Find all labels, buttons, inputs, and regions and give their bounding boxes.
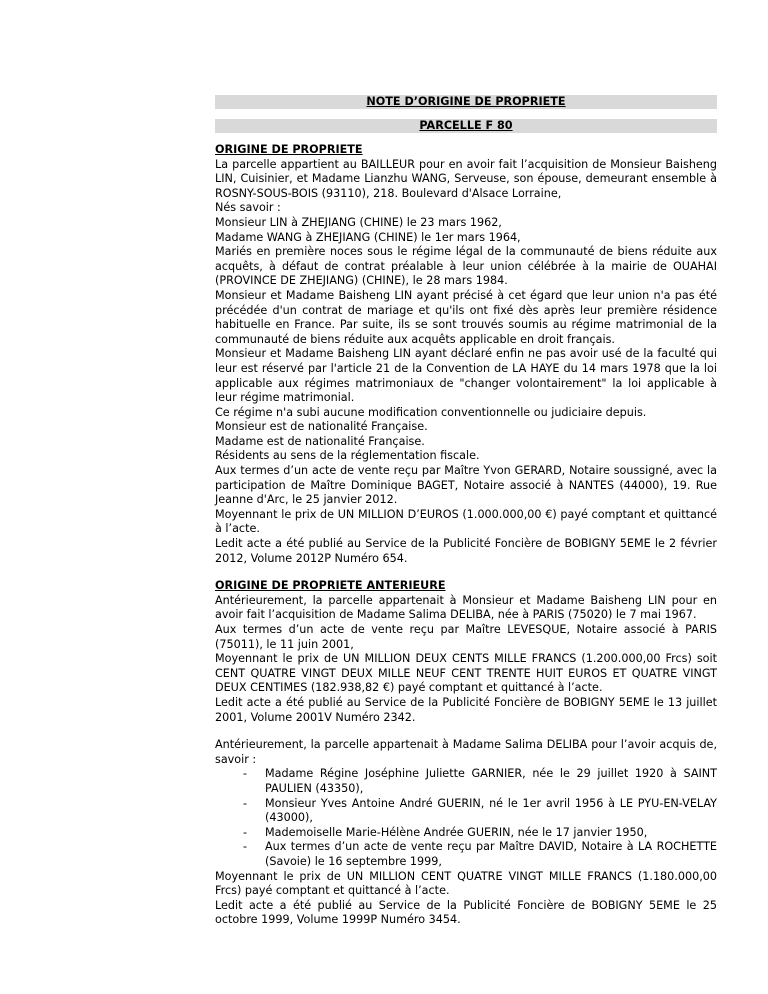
paragraph: Monsieur et Madame Baisheng LIN ayant précisé à cet égard que leur union n'a pas été précédée d'un contrat de mariage et qu'ils ont fixé dès après leur première résidence habituelle en France. Par suite, ils se sont trouvés soumis au régime matrimonial de la communauté de biens réduite aux acquêts applicable en droit français. <box>215 288 717 346</box>
dash-marker: - <box>243 796 248 810</box>
list-item <box>215 797 717 826</box>
list-item-text: Monsieur Yves Antoine André GUERIN, né le 1er avril 1956 à LE PYU-EN-VELAY (43000), <box>265 796 717 825</box>
paragraph: Monsieur et Madame Baisheng LIN ayant déclaré enfin ne pas avoir usé de la faculté qui leur est réservé par l'article 21 de la Convention de LA HAYE du 14 mars 1978 que la loi applicable aux régimes matrimoniaux de "changer volontairement" la loi applicable à leur régime matrimonial. <box>215 347 717 405</box>
paragraph: Antérieurement, la parcelle appartenait à Madame Salima DELIBA pour l’avoir acquis de, savoir : <box>215 738 717 766</box>
paragraph: Aux termes d’un acte de vente reçu par Maître Yvon GERARD, Notaire soussigné, avec la participation de Maître Dominique BAGET, Notaire associé à NANTES (44000), 19. Rue Jeanne d'Arc, le 25 janvier 2012. <box>215 464 717 507</box>
paragraph: Résidents au sens de la réglementation fiscale. <box>215 449 480 463</box>
dash-marker: - <box>243 825 248 839</box>
document-title: NOTE D’ORIGINE DE PROPRIETE <box>215 95 717 109</box>
paragraph: Ledit acte a été publié au Service de la Publicité Foncière de BOBIGNY 5EME le 25 octobre 1999, Volume 1999P Numéro 3454. <box>215 898 717 927</box>
paragraph: Madame est de nationalité Française. <box>215 434 425 448</box>
paragraph: Monsieur LIN à ZHEJIANG (CHINE) le 23 mars 1962, <box>215 215 502 229</box>
paragraph: Madame WANG à ZHEJIANG (CHINE) le 1er mars 1964, <box>215 230 521 244</box>
paragraph: Moyennant le prix de UN MILLION DEUX CENTS MILLE FRANCS (1.200.000,00 Frcs) soit CENT QUATRE VINGT DEUX MILLE NEUF CENT TRENTE HUIT EUROS ET QUATRE VINGT DEUX CENTIMES (182.938,82 €) payé comptant et quittancé à l’acte. <box>215 652 717 695</box>
seller-list <box>215 767 717 869</box>
paragraph: La parcelle appartient au BAILLEUR pour en avoir fait l’acquisition de Monsieur Baisheng LIN, Cuisinier, et Madame Lianzhu WANG, Serveuse, son épouse, demeurant ensemble à ROSNY-SOUS-BOIS (93110), 218. Boulevard d'Alsace Lorraine, <box>215 157 717 200</box>
paragraph: Moyennant le prix de UN MILLION CENT QUATRE VINGT MILLE FRANCS (1.180.000,00 Frcs) payé comptant et quittancé à l’acte. <box>215 869 717 898</box>
dash-marker: - <box>243 767 248 781</box>
paragraph: Ledit acte a été publié au Service de la Publicité Foncière de BOBIGNY 5EME le 2 février 2012, Volume 2012P Numéro 654. <box>215 537 717 565</box>
list-item <box>215 840 717 869</box>
paragraph: Mariés en première noces sous le régime légal de la communauté de biens réduite aux acquêts, à défaut de contrat préalable à leur union célébrée à la mairie de OUAHAI (PROVINCE DE ZHEJIANG) (CHINE), le 28 mars 1984. <box>215 245 717 288</box>
section-heading-origine: ORIGINE DE PROPRIETE <box>215 143 363 156</box>
list-item-text: Mademoiselle Marie-Hélène Andrée GUERIN, née le 17 janvier 1950, <box>265 825 648 839</box>
spacer <box>215 566 717 579</box>
list-item <box>215 767 717 796</box>
paragraph: Nés savoir : <box>215 201 281 215</box>
section-origine-body <box>215 158 717 567</box>
document-page <box>215 95 717 928</box>
list-item-text: Madame Régine Joséphine Juliette GARNIER, née le 29 juillet 1920 à SAINT PAULIEN (43350), <box>265 767 717 795</box>
dash-marker: - <box>243 840 248 854</box>
list-item <box>215 826 717 841</box>
paragraph: Ce régime n'a subi aucune modification conventionnelle ou judiciaire depuis. <box>215 405 647 419</box>
paragraph: Aux termes d’un acte de vente reçu par Maître LEVESQUE, Notaire associé à PARIS (75011), le 11 juin 2001, <box>215 623 717 651</box>
spacer <box>215 725 717 738</box>
paragraph: Monsieur est de nationalité Française. <box>215 420 428 434</box>
paragraph: Moyennant le prix de UN MILLION D’EUROS (1.000.000,00 €) payé comptant et quittancé à l’acte. <box>215 507 717 536</box>
section-heading-anterieure: ORIGINE DE PROPRIETE ANTERIEURE <box>215 579 446 593</box>
list-item-text: Aux termes d’un acte de vente reçu par Maître DAVID, Notaire à LA ROCHETTE (Savoie) le 16 septembre 1999, <box>265 840 717 868</box>
paragraph: Antérieurement, la parcelle appartenait à Monsieur et Madame Baisheng LIN pour en avoir fait l’acquisition de Madame Salima DELIBA, née à PARIS (75020) le 7 mai 1967. <box>215 593 717 622</box>
parcel-title: PARCELLE F 80 <box>215 119 717 133</box>
paragraph: Ledit acte a été publié au Service de la Publicité Foncière de BOBIGNY 5EME le 13 juillet 2001, Volume 2001V Numéro 2342. <box>215 695 717 724</box>
section-anterieure-body <box>215 594 717 928</box>
